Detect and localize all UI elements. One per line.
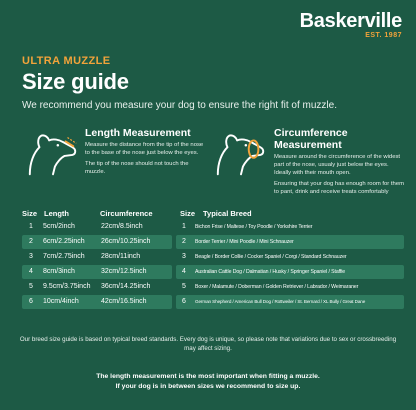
header-circumference: Circumference xyxy=(100,209,153,218)
circumference-title: Circumference Measurement xyxy=(274,127,348,151)
breed-row-1 xyxy=(176,220,404,234)
length-title: Length Measurement xyxy=(85,127,191,139)
circumference-text-1: Measure around the circumference of the widest part of the nose, usualy just below the eyes. Ideally with their mouth open. xyxy=(274,154,401,176)
circumference-text-2: Ensuring that your dog has enough room for them to pant, drink and receive treats comfortably xyxy=(274,181,404,195)
row-size: 3 xyxy=(29,253,33,260)
row-length: 6cm/2.25inch xyxy=(43,238,85,245)
breed-row-4 xyxy=(176,265,404,279)
row-size: 2 xyxy=(29,238,33,245)
header-size-right: Size xyxy=(180,209,196,218)
fitting-tip-length: The length measurement is the most important when fitting a muzzle. xyxy=(96,373,320,380)
row-length: 9.5cm/3.75inch xyxy=(43,283,91,290)
row-breed: Border Terrier / Mini Poodle / Mini Schnauzer xyxy=(195,239,294,245)
row-size: 6 xyxy=(29,298,33,305)
row-size: 1 xyxy=(182,223,186,230)
breed-row-2 xyxy=(176,235,404,249)
breed-row-5 xyxy=(176,280,404,294)
row-length: 7cm/2.75inch xyxy=(43,253,85,260)
row-size: 5 xyxy=(29,283,33,290)
brand-name: Baskerville xyxy=(299,10,402,32)
size-row-5 xyxy=(22,280,172,294)
row-length: 10cm/4inch xyxy=(43,298,79,305)
row-size: 4 xyxy=(29,268,33,275)
row-size: 5 xyxy=(182,283,186,290)
length-text-1: Measure the distance from the tip of the nose to the base of the nose just below the eyes. xyxy=(85,142,204,156)
row-size: 6 xyxy=(182,298,186,305)
row-length: 8cm/3inch xyxy=(43,268,75,275)
row-breed: Boxer / Malamute / Doberman / Golden Retriever / Labrador / Weimaraner xyxy=(195,284,359,290)
fitting-tips xyxy=(14,372,402,392)
header-size-left: Size xyxy=(22,209,38,218)
size-row-6 xyxy=(22,295,172,309)
row-circumference: 36cm/14.25inch xyxy=(101,283,151,290)
row-size: 1 xyxy=(29,223,33,230)
row-circumference: 22cm/8.5inch xyxy=(101,223,143,230)
row-circumference: 42cm/16.5inch xyxy=(101,298,147,305)
breed-row-3 xyxy=(176,250,404,264)
row-length: 5cm/2inch xyxy=(43,223,75,230)
length-text-2: The tip of the nose should not touch the muzzle. xyxy=(85,161,189,175)
row-breed: German Shepherd / American Bull Dog / Rottweiler / St. Bernard / XL Bully / Great Dane xyxy=(195,299,366,304)
size-row-1 xyxy=(22,220,172,234)
dog-head-length-icon xyxy=(24,124,82,182)
header-length: Length xyxy=(44,209,69,218)
row-breed: Australian Cattle Dog / Dalmatian / Husky / Springer Spaniel / Staffie xyxy=(195,269,346,275)
row-circumference: 32cm/12.5inch xyxy=(101,268,147,275)
dog-head-circumference-icon xyxy=(212,124,270,182)
breed-row-6 xyxy=(176,295,404,309)
header-breed: Typical Breed xyxy=(203,209,252,218)
row-size: 3 xyxy=(182,253,186,260)
fitting-tip-size-up: If your dog is in between sizes we recommend to size up. xyxy=(115,383,301,390)
row-breed: Bichon Frise / Maltese / Toy Poodle / Yorkshire Terrier xyxy=(195,224,313,230)
breed-guide-note: Our breed size guide is based on typical breed standards. Every dog is unique, so please note that variations due to sex or crossbreeding may affect sizing. xyxy=(19,336,397,352)
brand-est: EST. 1987 xyxy=(365,32,402,39)
row-size: 2 xyxy=(182,238,186,245)
page-title: Size guide xyxy=(22,69,129,94)
size-row-2 xyxy=(22,235,172,249)
size-row-4 xyxy=(22,265,172,279)
row-circumference: 26cm/10.25inch xyxy=(101,238,151,245)
size-row-3 xyxy=(22,250,172,264)
brand-logo xyxy=(300,11,402,40)
row-breed: Beagle / Border Collie / Cocker Spaniel / Corgi / Standard Schnauzer xyxy=(195,254,347,260)
row-size: 4 xyxy=(182,268,186,275)
product-kicker: ULTRA MUZZLE xyxy=(22,55,111,67)
intro-text: We recommend you measure your dog to ensure the right fit of muzzle. xyxy=(22,100,337,111)
length-measurement xyxy=(85,127,207,179)
row-circumference: 28cm/11inch xyxy=(101,253,141,260)
circumference-measurement xyxy=(274,127,404,199)
